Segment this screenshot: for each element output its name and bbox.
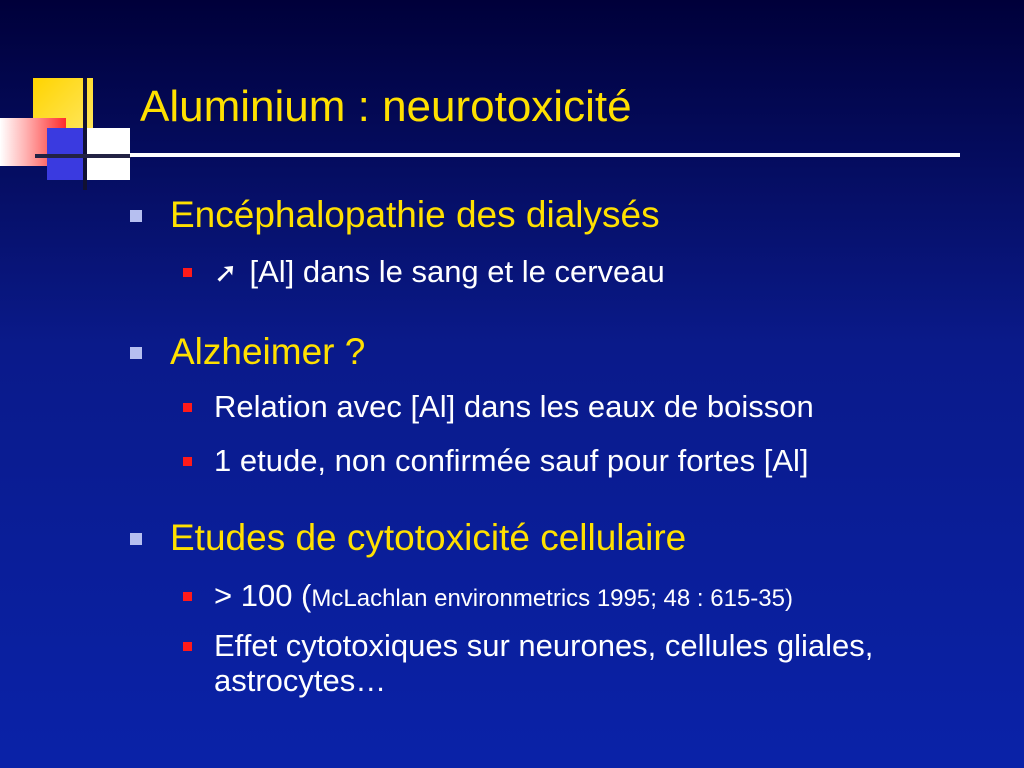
slide-title: Aluminium : neurotoxicité xyxy=(140,82,632,131)
bullet-marker xyxy=(130,533,142,545)
subbullet-marker xyxy=(183,592,192,601)
subbullet-text xyxy=(214,578,793,614)
arrow-up-right-icon: ➚ xyxy=(214,257,238,288)
decoration-vertical-line xyxy=(83,78,87,190)
subbullet-line-1: Effet cytotoxiques sur neurones, cellules gliales, xyxy=(214,628,874,663)
reference-prefix: > 100 ( xyxy=(214,578,312,613)
bullet-marker xyxy=(130,347,142,359)
subbullet-text xyxy=(214,254,665,290)
subbullet-label: [Al] dans le sang et le cerveau xyxy=(249,254,665,289)
subbullet-text: 1 etude, non confirmée sauf pour fortes [Al] xyxy=(214,443,809,478)
subbullet-line-2: astrocytes… xyxy=(214,663,387,698)
title-underline xyxy=(130,153,960,157)
subbullet-text xyxy=(214,628,873,698)
decoration-dark-line xyxy=(35,154,131,158)
bullet-marker xyxy=(130,210,142,222)
bullet-heading: Etudes de cytotoxicité cellulaire xyxy=(170,517,687,558)
subbullet-text: Relation avec [Al] dans les eaux de boisson xyxy=(214,389,814,424)
subbullet-marker xyxy=(183,268,192,277)
subbullet-marker xyxy=(183,403,192,412)
subbullet-marker xyxy=(183,457,192,466)
reference-citation: McLachlan environmetrics 1995; 48 : 615-35) xyxy=(311,585,793,612)
subbullet-marker xyxy=(183,642,192,651)
bullet-heading: Alzheimer ? xyxy=(170,331,366,372)
bullet-heading: Encéphalopathie des dialysés xyxy=(170,194,660,235)
